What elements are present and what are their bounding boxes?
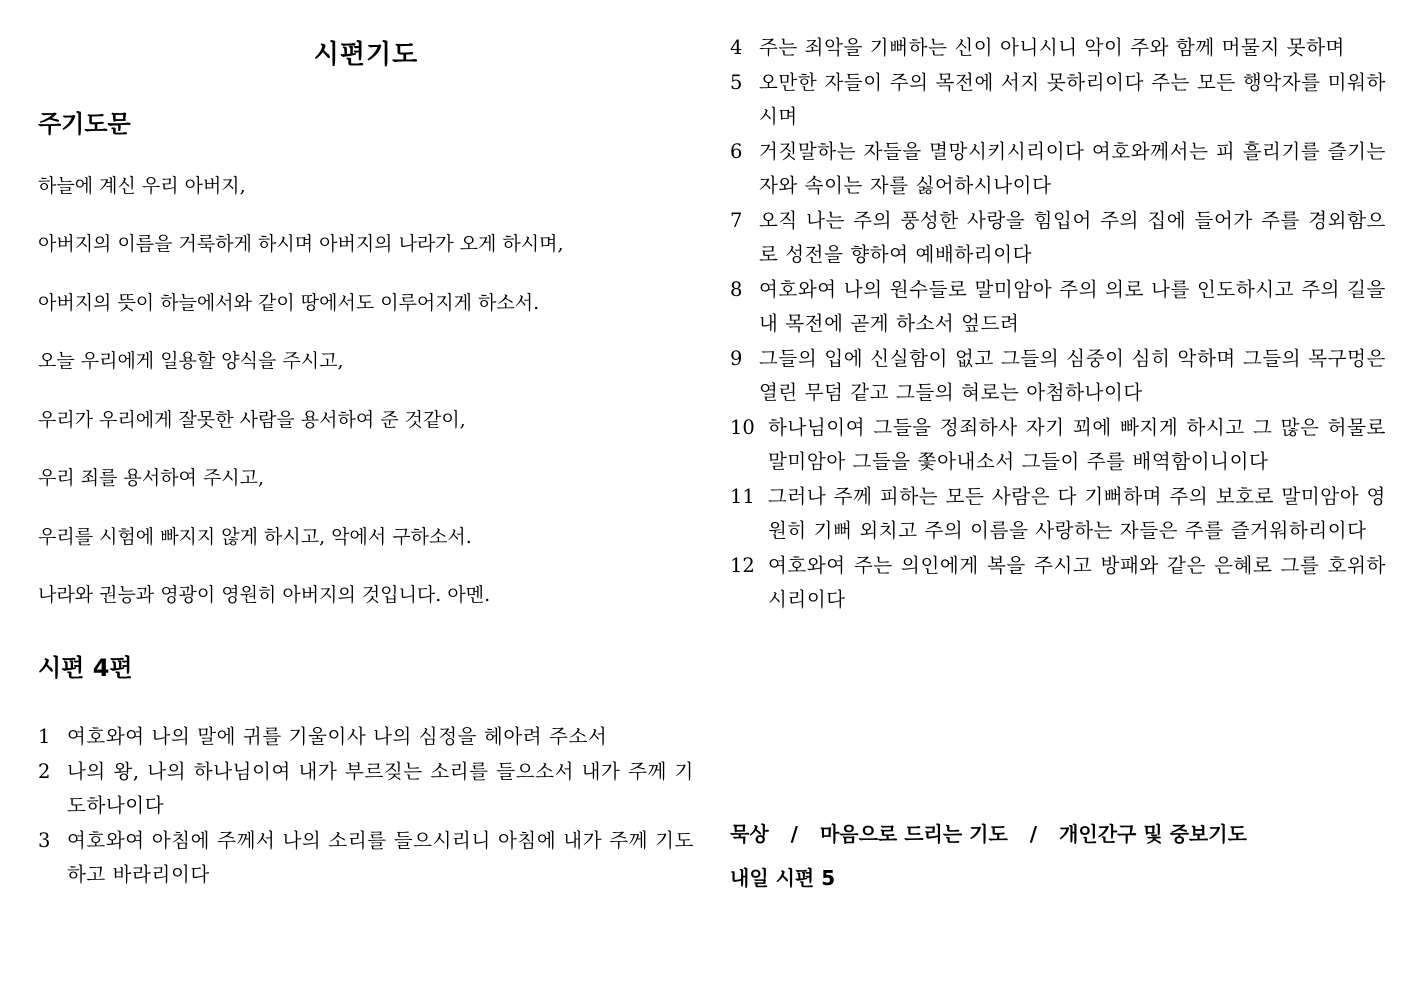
page-title: 시편기도 bbox=[313, 40, 419, 70]
verse-number: 6 bbox=[730, 139, 743, 163]
prayer-line: 우리가 우리에게 잘못한 사람을 용서하여 준 것같이, bbox=[38, 409, 466, 431]
verse-number: 1 bbox=[38, 725, 51, 748]
verse-text: 거짓말하는 자들을 멸망시키시리이다 여호와께서는 피 흘리기를 즐기는 자와 속이는 자를 싫어하시나이다 bbox=[759, 139, 1386, 197]
verse-number: 5 bbox=[730, 70, 743, 94]
step-meditation: 묵상 bbox=[730, 822, 769, 846]
separator: / bbox=[790, 822, 798, 846]
verse-item bbox=[730, 273, 1386, 342]
step-heart-prayer: 마음으로 드리는 기도 bbox=[819, 822, 1008, 846]
verse-item bbox=[730, 135, 1386, 204]
verse-text: 나의 왕, 나의 하나님이여 내가 부르짖는 소리를 들으소서 내가 주께 기도하나이다 bbox=[67, 759, 694, 817]
verse-text: 여호와여 주는 의인에게 복을 주시고 방패와 같은 은혜로 그를 호위하시리이다 bbox=[768, 553, 1386, 611]
lords-prayer-heading: 주기도문 bbox=[38, 110, 131, 138]
verse-text: 그러나 주께 피하는 모든 사람은 다 기뻐하며 주의 보호로 말미암아 영원히 기뻐 외치고 주의 이름을 사랑하는 자들은 주를 즐거워하리이다 bbox=[768, 484, 1386, 542]
prayer-line: 나라와 권능과 영광이 영원히 아버지의 것입니다. 아멘. bbox=[38, 584, 491, 606]
verse-number: 10 bbox=[730, 415, 755, 439]
verse-number: 2 bbox=[38, 759, 51, 783]
verse-text: 오만한 자들이 주의 목전에 서지 못하리이다 주는 모든 행악자를 미워하시며 bbox=[759, 70, 1386, 128]
prayer-line: 아버지의 뜻이 하늘에서와 같이 땅에서도 이루어지게 하소서. bbox=[38, 292, 540, 314]
devotion-steps bbox=[730, 818, 1247, 847]
verse-number: 9 bbox=[730, 346, 743, 370]
verse-item bbox=[38, 824, 694, 893]
step-intercession: 개인간구 및 중보기도 bbox=[1059, 822, 1247, 846]
psalm-verses-left bbox=[38, 720, 694, 893]
prayer-line: 우리 죄를 용서하여 주시고, bbox=[38, 467, 265, 489]
prayer-line: 오늘 우리에게 일용할 양식을 주시고, bbox=[38, 350, 344, 372]
psalm-heading: 시편 4편 bbox=[38, 654, 133, 682]
verse-number: 3 bbox=[38, 828, 51, 852]
verse-item bbox=[730, 204, 1386, 273]
separator: / bbox=[1029, 822, 1038, 846]
verse-text: 하나님이여 그들을 정죄하사 자기 꾀에 빠지게 하시고 그 많은 허물로 말미암아 그들을 쫓아내소서 그들이 주를 배역함이니이다 bbox=[768, 415, 1386, 473]
verse-number: 11 bbox=[730, 484, 755, 508]
verse-text: 여호와여 아침에 주께서 나의 소리를 들으시리니 아침에 내가 주께 기도하고 바라리이다 bbox=[67, 828, 694, 886]
verse-item bbox=[38, 755, 694, 824]
verse-item bbox=[730, 411, 1386, 480]
psalm-verses-right bbox=[730, 31, 1386, 618]
verse-item bbox=[730, 549, 1386, 618]
prayer-line: 하늘에 계신 우리 아버지, bbox=[38, 175, 246, 197]
verse-text: 오직 나는 주의 풍성한 사랑을 힘입어 주의 집에 들어가 주를 경외함으로 성전을 향하여 예배하리이다 bbox=[759, 208, 1386, 266]
verse-number: 4 bbox=[730, 36, 743, 59]
verse-item bbox=[730, 66, 1386, 135]
verse-item bbox=[730, 31, 1386, 66]
verse-number: 12 bbox=[730, 553, 755, 577]
verse-number: 8 bbox=[730, 277, 743, 301]
verse-item bbox=[38, 720, 694, 755]
verse-number: 7 bbox=[730, 208, 743, 232]
verse-text: 주는 죄악을 기뻐하는 신이 아니시니 악이 주와 함께 머물지 못하며 bbox=[759, 36, 1345, 59]
verse-item bbox=[730, 342, 1386, 411]
verse-item bbox=[730, 480, 1386, 549]
prayer-line: 아버지의 이름을 거룩하게 하시며 아버지의 나라가 오게 하시며, bbox=[38, 233, 564, 255]
verse-text: 여호와여 나의 말에 귀를 기울이사 나의 심정을 헤아려 주소서 bbox=[67, 725, 608, 748]
prayer-line: 우리를 시험에 빠지지 않게 하시고, 악에서 구하소서. bbox=[38, 526, 472, 548]
next-reading: 내일 시편 5 bbox=[730, 866, 836, 890]
verse-text: 그들의 입에 신실함이 없고 그들의 심중이 심히 악하며 그들의 목구멍은 열린 무덤 같고 그들의 혀로는 아첨하나이다 bbox=[759, 346, 1386, 404]
verse-text: 여호와여 나의 원수들로 말미암아 주의 의로 나를 인도하시고 주의 길을 내 목전에 곧게 하소서 엎드려 bbox=[759, 277, 1386, 335]
